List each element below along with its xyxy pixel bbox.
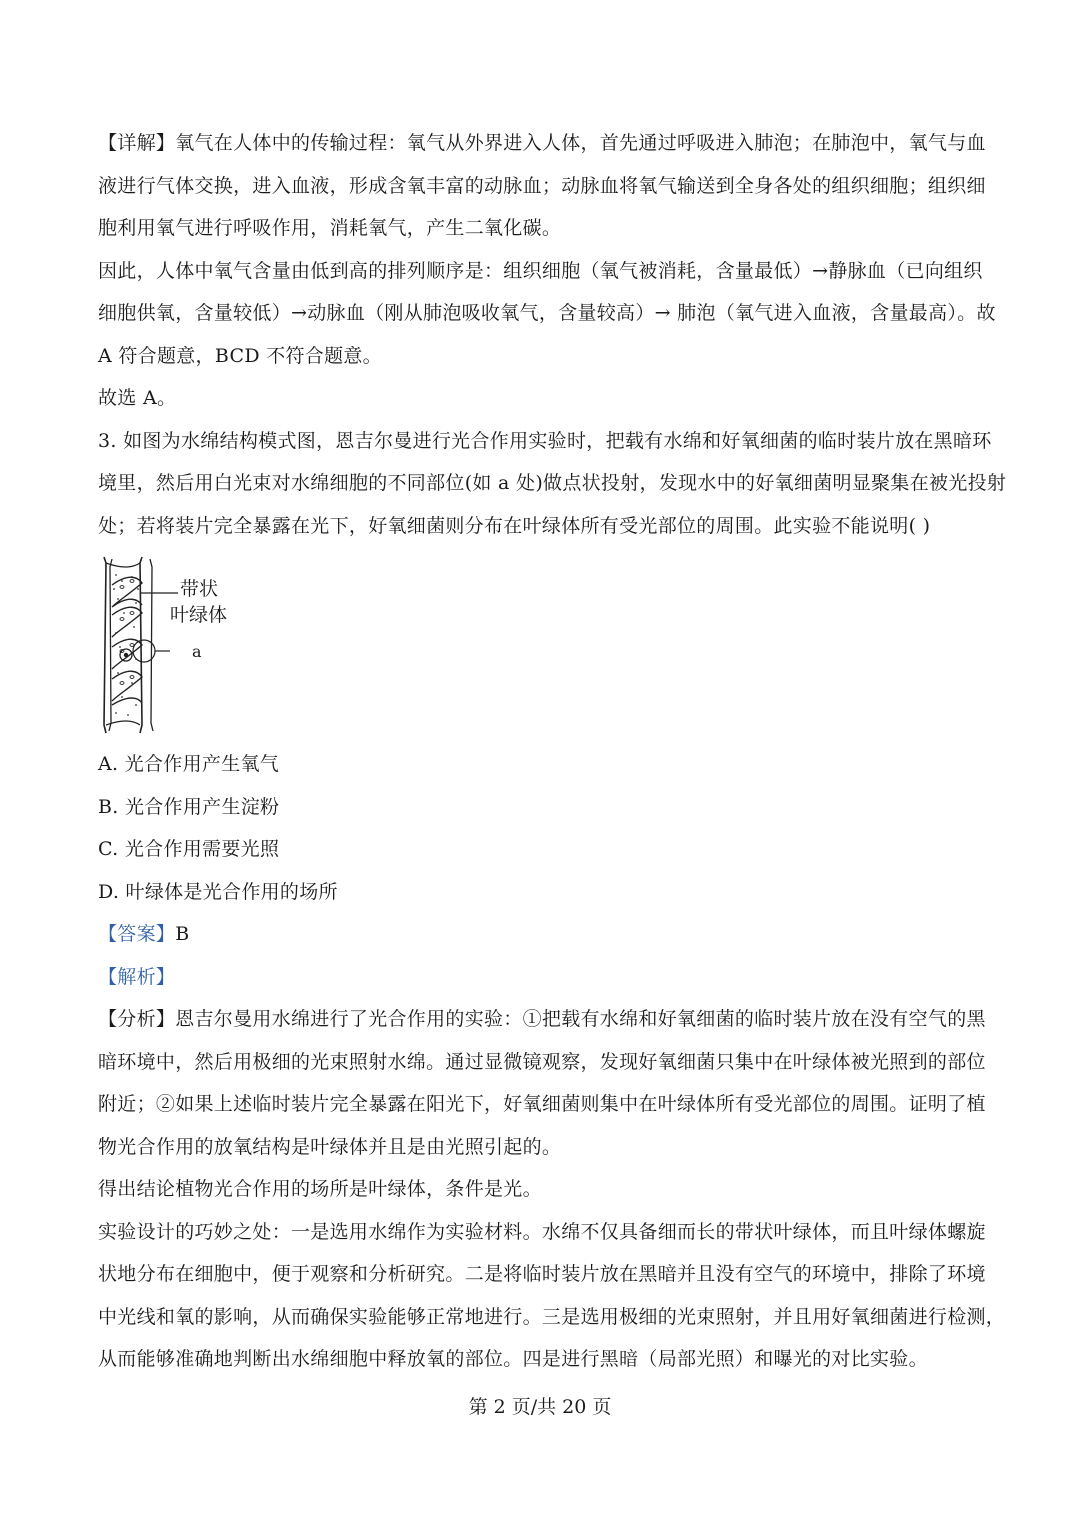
point-a-label: a [192, 642, 202, 661]
analysis-line-8: 中光线和氧的影响，从而确保实验能够正常地进行。三是选用极细的光束照射，并且用好氧细菌进行检测， [98, 1305, 1006, 1328]
analysis-section [98, 998, 1006, 1381]
detail-section [98, 122, 996, 420]
analysis-line-4: 物光合作用的放氧结构是叶绿体并且是由光照引起的。 [98, 1135, 562, 1158]
analysis-line-7: 状地分布在细胞中，便于观察和分析研究。二是将临时装片放在黑暗并且没有空气的环境中，排除了环境 [98, 1263, 986, 1285]
detail-line-5: 细胞供氧，含量较低）→动脉血（刚从肺泡吸收氧气，含量较高）→ 肺泡（氧气进入血液，含量最高）。故 [98, 302, 996, 324]
answer-row [98, 913, 988, 956]
document-body [98, 122, 1007, 1381]
analysis-line-5: 得出结论植物光合作用的场所是叶绿体，条件是光。 [98, 1178, 542, 1200]
option-d: D. 叶绿体是光合作用的场所 [98, 880, 338, 903]
question-line-1: 3. 如图为水绵结构模式图，恩吉尔曼进行光合作用实验时，把载有水绵和好氧细菌的临时装片放在黑暗环 [98, 429, 992, 452]
option-c: C. 光合作用需要光照 [98, 838, 280, 860]
analysis-line-6: 实验设计的巧妙之处：一是选用水绵作为实验材料。水绵不仅具备细而长的带状叶绿体，而且叶绿体螺旋 [98, 1220, 986, 1243]
detail-line-2: 液进行气体交换，进入血液，形成含氧丰富的动脉血；动脉血将氧气输送到全身各处的组织细胞；组织细 [98, 174, 986, 197]
analysis-line-1: 【分析】恩吉尔曼用水绵进行了光合作用的实验：①把载有水绵和好氧细菌的临时装片放在没有空气的黑 [98, 1008, 986, 1030]
option-b: B. 光合作用产生淀粉 [98, 795, 280, 818]
analysis-tag: 【解析】 [98, 965, 176, 988]
detail-conclusion: 故选 A。 [98, 387, 177, 409]
option-a: A. 光合作用产生氧气 [98, 753, 280, 775]
answer-value: B [175, 923, 190, 945]
detail-line-6: A 符合题意，BCD 不符合题意。 [98, 344, 382, 367]
question-line-2: 境里，然后用白光束对水绵细胞的不同部位(如 a 处)做点状投射，发现水中的好氧细菌明显聚集在被光投射 [98, 472, 1007, 494]
spirogyra-diagram [98, 555, 248, 737]
question-line-3: 处；若将装片完全暴露在光下，好氧细菌则分布在叶绿体所有受光部位的周围。此实验不能说明( ) [98, 514, 931, 537]
chloroplast-label-line1: 带状 [180, 578, 219, 600]
detail-line-4: 因此，人体中氧气含量由低到高的排列顺序是：组织细胞（氧气被消耗，含量最低）→静脉血（已向组织 [98, 259, 983, 282]
question-section [98, 420, 1007, 914]
analysis-line-9: 从而能够准确地判断出水绵细胞中释放氧的部位。四是进行黑暗（局部光照）和曝光的对比实验。 [98, 1348, 928, 1370]
answer-tag: 【答案】 [98, 923, 176, 945]
detail-line-1: 【详解】氧气在人体中的传输过程：氧气从外界进入人体，首先通过呼吸进入肺泡；在肺泡中，氧气与血 [98, 132, 986, 154]
chloroplast-label-line2: 叶绿体 [170, 604, 228, 626]
analysis-line-3: 附近；②如果上述临时装片完全暴露在阳光下，好氧细菌则集中在叶绿体所有受光部位的周围。证明了植 [98, 1093, 986, 1115]
page-footer: 第 2 页/共 20 页 [468, 1396, 612, 1418]
spirogyra-cell-illustration [98, 555, 248, 737]
detail-line-3: 胞利用氧气进行呼吸作用，消耗氧气，产生二氧化碳。 [98, 217, 562, 239]
analysis-line-2: 暗环境中，然后用极细的光束照射水绵。通过显微镜观察，发现好氧细菌只集中在叶绿体被光照到的部位 [98, 1050, 986, 1073]
